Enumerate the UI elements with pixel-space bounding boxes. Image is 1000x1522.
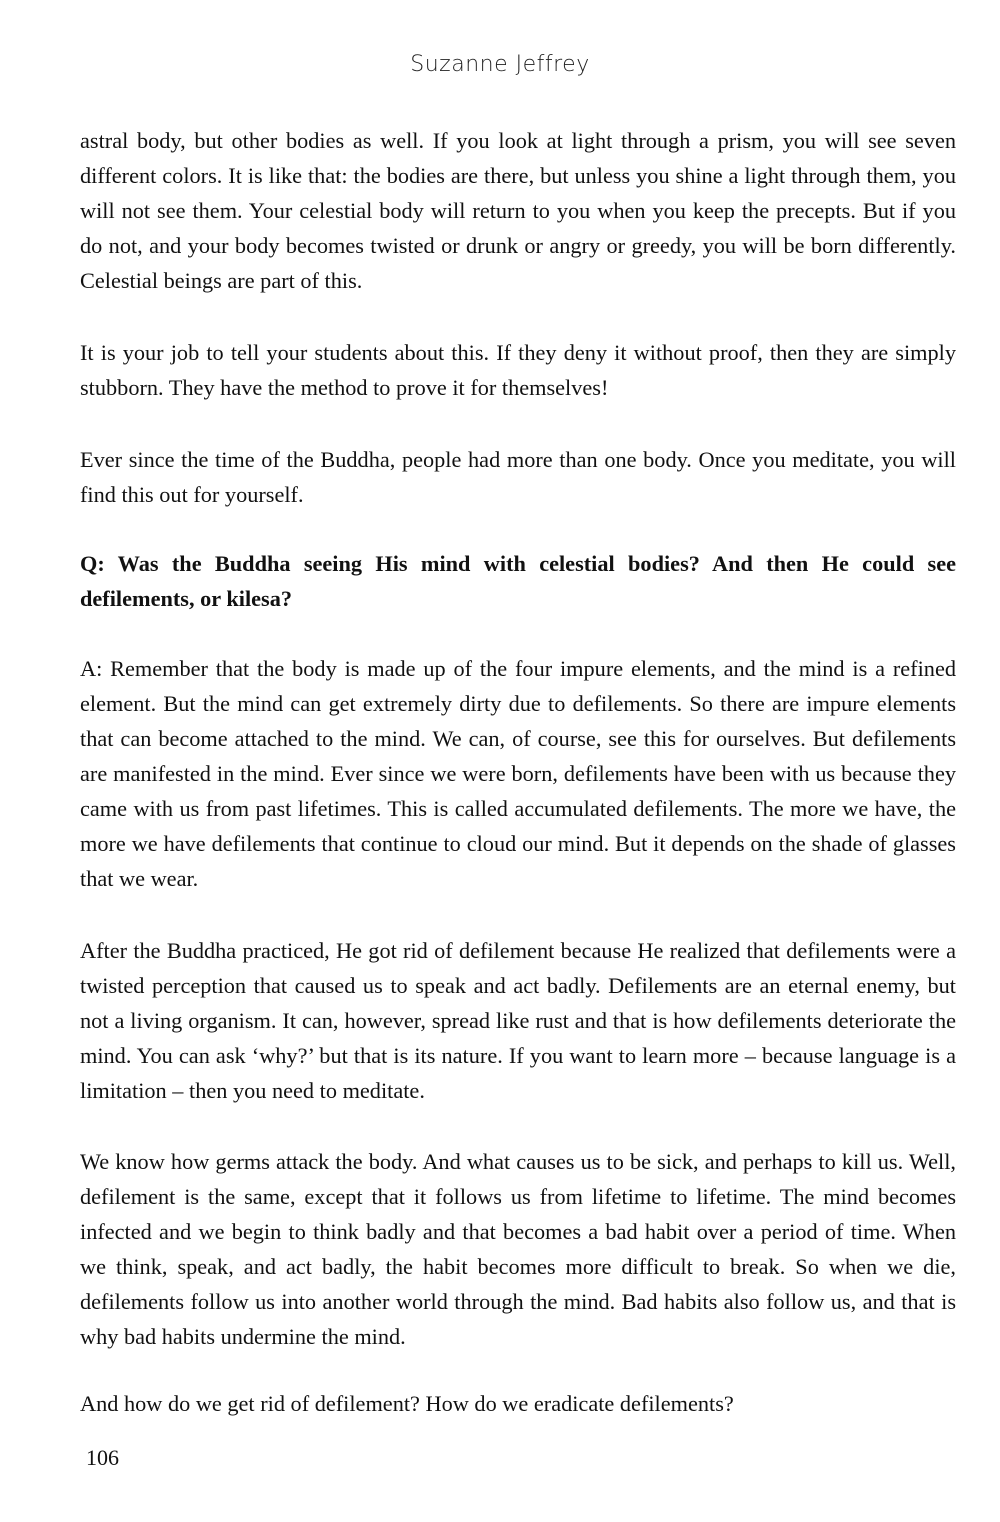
paragraph-germs: We know how germs attack the body. And what causes us to be sick, and perhaps to kill us. Well, defilement is the same, except that it follows us from lifetime to lifetime. The mind becomes infected and we begin to think badly and that becomes a bad habit over a period of time. When we think, speak, and act badly, the habit becomes more difficult to break. So when we die, defilements follow us into another world through the mind. Bad habits also follow us, and that is why bad habits undermine the mind. (80, 1149, 956, 1349)
paragraph-buddha-practiced: After the Buddha practiced, He got rid of defilement because He realized that defilements were a twisted perception that caused us to speak and act badly. Defilements are an eternal enemy, but not a living organism. It can, however, spread like rust and that is how defilements deteriorate the mind. You can ask ‘why?’ but that is its nature. If you want to learn more – because language is a limitation – then you need to meditate. (80, 938, 956, 1103)
page-number: 106 (86, 1445, 119, 1470)
paragraph-buddha-time: Ever since the time of the Buddha, people had more than one body. Once you meditate, you will find this out for yourself. (80, 447, 956, 507)
answer-impure-elements: A: Remember that the body is made up of the four impure elements, and the mind is a refined element. But the mind can get extremely dirty due to defilements. So there are impure elements that can become attached to the mind. We can, of course, see this for ourselves. But defilements are manifested in the mind. Ever since we were born, defilements have been with us because they came with us from past lifetimes. This is called accumulated defilements. The more we have, the more we have defilements that continue to cloud our mind. But it depends on the shade of glasses that we wear. (80, 656, 956, 891)
question-celestial-bodies: Q: Was the Buddha seeing His mind with celestial bodies? And then He could see defilements, or kilesa? (80, 551, 956, 611)
paragraph-eradicate: And how do we get rid of defilement? How do we eradicate defilements? (80, 1391, 734, 1416)
paragraph-astral-body: astral body, but other bodies as well. If you look at light through a prism, you will see seven different colors. It is like that: the bodies are there, but unless you shine a light through them, you will not see them. Your celestial body will return to you when you keep the precepts. But if you do not, and your body becomes twisted or drunk or angry or greedy, you will be born differently. Celestial beings are part of this. (80, 128, 956, 293)
running-header-author: Suzanne Jeffrey (410, 52, 590, 77)
paragraph-students: It is your job to tell your students about this. If they deny it without proof, then they are simply stubborn. They have the method to prove it for themselves! (80, 340, 956, 400)
